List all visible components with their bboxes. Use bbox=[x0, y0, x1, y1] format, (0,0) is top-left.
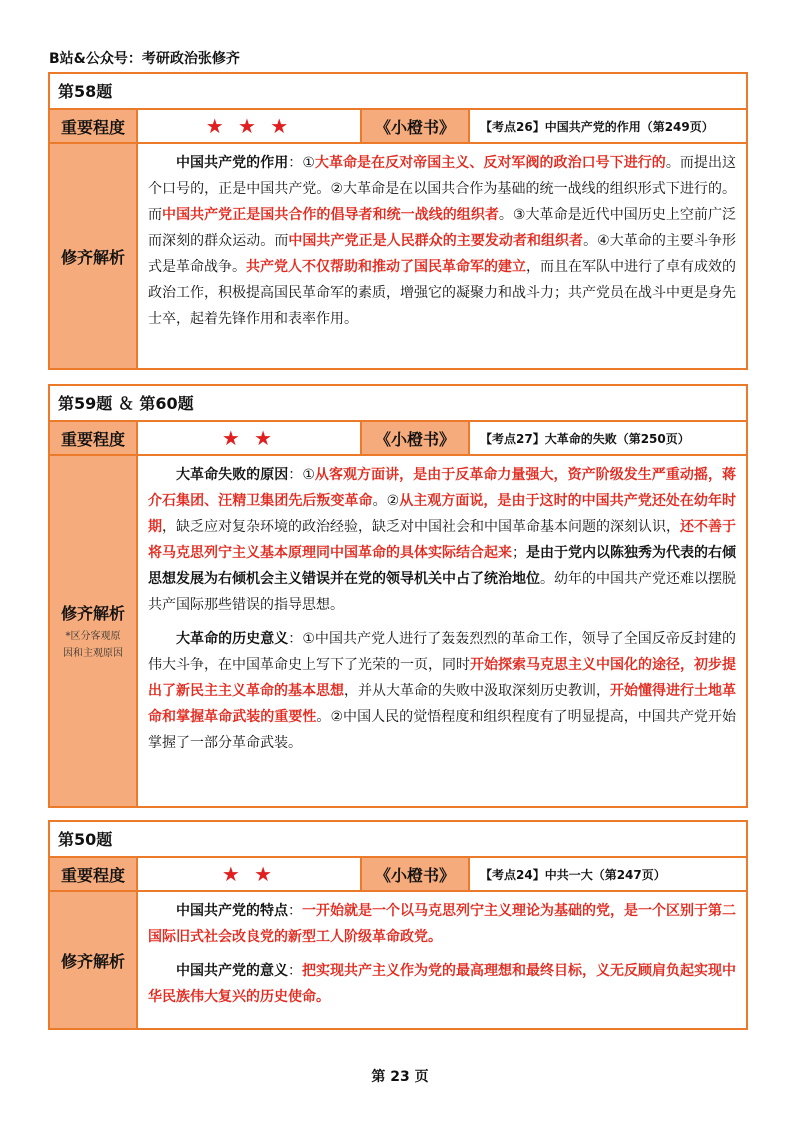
analysis-row bbox=[50, 892, 746, 1028]
book-label: 《小橙书》 bbox=[362, 858, 470, 890]
star-rating: ★ ★ bbox=[138, 422, 362, 454]
question-title: 第58题 bbox=[50, 74, 746, 110]
bold-text: 大革命失败的原因 bbox=[176, 467, 289, 483]
analysis-row bbox=[50, 144, 746, 368]
text-run: ：① bbox=[288, 155, 315, 171]
question-title: 第59题 ＆ 第60题 bbox=[50, 386, 746, 422]
text-run: ，缺乏应对复杂环境的政治经验，缺乏对中国社会和中国革命基本问题的深刻认识， bbox=[162, 519, 680, 535]
paragraph bbox=[148, 626, 736, 756]
text-run: ，并从大革命的失败中汲取深刻历史教训， bbox=[344, 683, 610, 699]
highlighted-text: 一开始就是一个以马克思列宁主义理论为基础的党，是一个区别于第二国际旧式社会改良党的新型工人阶级革命政党。 bbox=[148, 903, 736, 945]
paragraph bbox=[148, 898, 736, 950]
analysis-side-note: *区分客观原因和主观原因 bbox=[63, 630, 123, 659]
highlighted-text: 还不善于将马克思列宁主义基本原理同中国革命的具体实际结合起来 bbox=[148, 519, 736, 561]
question-block-58 bbox=[48, 72, 748, 370]
text-run: 。②中国人民的觉悟程度和组织程度有了明显提高，中国共产党开始掌握了一部分革命武装。 bbox=[148, 709, 736, 751]
question-block-59-60 bbox=[48, 384, 748, 808]
bold-text: 中国共产党的特点 bbox=[176, 903, 288, 919]
analysis-label bbox=[50, 456, 138, 806]
book-label: 《小橙书》 bbox=[362, 422, 470, 454]
star-rating: ★ ★ ★ bbox=[138, 110, 362, 142]
analysis-label-text: 修齐解析 bbox=[60, 247, 125, 267]
info-row bbox=[50, 858, 746, 892]
analysis-content bbox=[138, 892, 746, 1028]
bold-text: 中国共产党的意义 bbox=[176, 963, 288, 979]
kaodian-ref: 【考点27】大革命的失败（第250页） bbox=[480, 431, 690, 446]
bold-text: 大革命的历史意义 bbox=[176, 631, 289, 647]
analysis-label bbox=[50, 144, 138, 368]
text-run: 。③大革命是近代中国历史上空前广泛而深刻的群众运动。而 bbox=[148, 207, 737, 249]
highlighted-text: 从主观方面说，是由于这时的中国共产党还处在幼年时期 bbox=[148, 493, 736, 535]
analysis-label bbox=[50, 892, 138, 1028]
book-label: 《小橙书》 bbox=[362, 110, 470, 142]
kaodian-ref: 【考点26】中国共产党的作用（第249页） bbox=[480, 119, 714, 134]
analysis-row bbox=[50, 456, 746, 806]
info-row bbox=[50, 110, 746, 144]
text-run: ； bbox=[512, 545, 526, 561]
text-run: ，而且在军队中进行了卓有成效的政治工作，积极提高国民革命军的素质，增强它的凝聚力和战斗力；共产党员在战斗中更是身先士卒，起着先锋作用和表率作用。 bbox=[148, 259, 736, 327]
text-run: ：①中国共产党人进行了轰轰烈烈的革命工作，领导了全国反帝反封建的伟大斗争，在中国革命史上写下了光荣的一页，同时 bbox=[148, 631, 736, 673]
paragraph bbox=[148, 958, 736, 1010]
info-row bbox=[50, 422, 746, 456]
highlighted-text: 开始探索马克思主义中国化的途径，初步提出了新民主主义革命的基本思想 bbox=[148, 657, 736, 699]
text-run: 。④大革命的主要斗争形式是革命战争。 bbox=[148, 233, 737, 275]
text-run: ： bbox=[288, 903, 302, 919]
paragraph bbox=[148, 150, 736, 332]
bold-text: 是由于党内以陈独秀为代表的右倾思想发展为右倾机会主义错误并在党的领导机关中占了统治地位 bbox=[148, 545, 736, 587]
question-title: 第50题 bbox=[50, 822, 746, 858]
text-run: ：① bbox=[288, 467, 315, 483]
text-run: 。幼年的中国共产党还难以摆脱共产国际那些错误的指导思想。 bbox=[148, 571, 736, 613]
kaodian-ref: 【考点24】中共一大（第247页） bbox=[480, 867, 666, 882]
text-run: 。而提出这个口号的，正是中国共产党。②大革命是在以国共合作为基础的统一战线的组织形式下进行的。而 bbox=[148, 155, 736, 223]
highlighted-text: 开始懂得进行土地革命和掌握革命武装的重要性 bbox=[148, 683, 736, 725]
page-number: 第 23 页 bbox=[371, 1069, 429, 1085]
analysis-label-text: 修齐解析 bbox=[60, 603, 125, 623]
question-block-50 bbox=[48, 820, 748, 1030]
text-run: 。② bbox=[372, 493, 400, 509]
text-run: ： bbox=[288, 963, 302, 979]
importance-label: 重要程度 bbox=[50, 110, 138, 142]
analysis-label-text: 修齐解析 bbox=[60, 951, 125, 971]
analysis-content bbox=[138, 144, 746, 368]
importance-label: 重要程度 bbox=[50, 422, 138, 454]
highlighted-text: 把实现共产主义作为党的最高理想和最终目标，义无反顾肩负起实现中华民族伟大复兴的历史使命。 bbox=[148, 963, 736, 1005]
bold-text: 中国共产党的作用 bbox=[176, 155, 289, 171]
analysis-content bbox=[138, 456, 746, 806]
highlighted-text: 中国共产党正是国共合作的倡导者和统一战线的组织者 bbox=[162, 207, 499, 223]
importance-label: 重要程度 bbox=[50, 858, 138, 890]
highlighted-text: 从客观方面讲，是由于反革命力量强大，资产阶级发生严重动摇，蒋介石集团、汪精卫集团先后叛变革命 bbox=[148, 467, 736, 509]
highlighted-text: 中国共产党正是人民群众的主要发动者和组织者 bbox=[288, 233, 584, 249]
paragraph bbox=[148, 462, 736, 618]
star-rating: ★ ★ bbox=[138, 858, 362, 890]
highlighted-text: 大革命是在反对帝国主义、反对军阀的政治口号下进行的 bbox=[314, 155, 666, 171]
highlighted-text: 共产党人不仅帮助和推动了国民革命军的建立 bbox=[246, 259, 526, 275]
header-note: B站&公众号：考研政治张修齐 bbox=[49, 51, 240, 67]
